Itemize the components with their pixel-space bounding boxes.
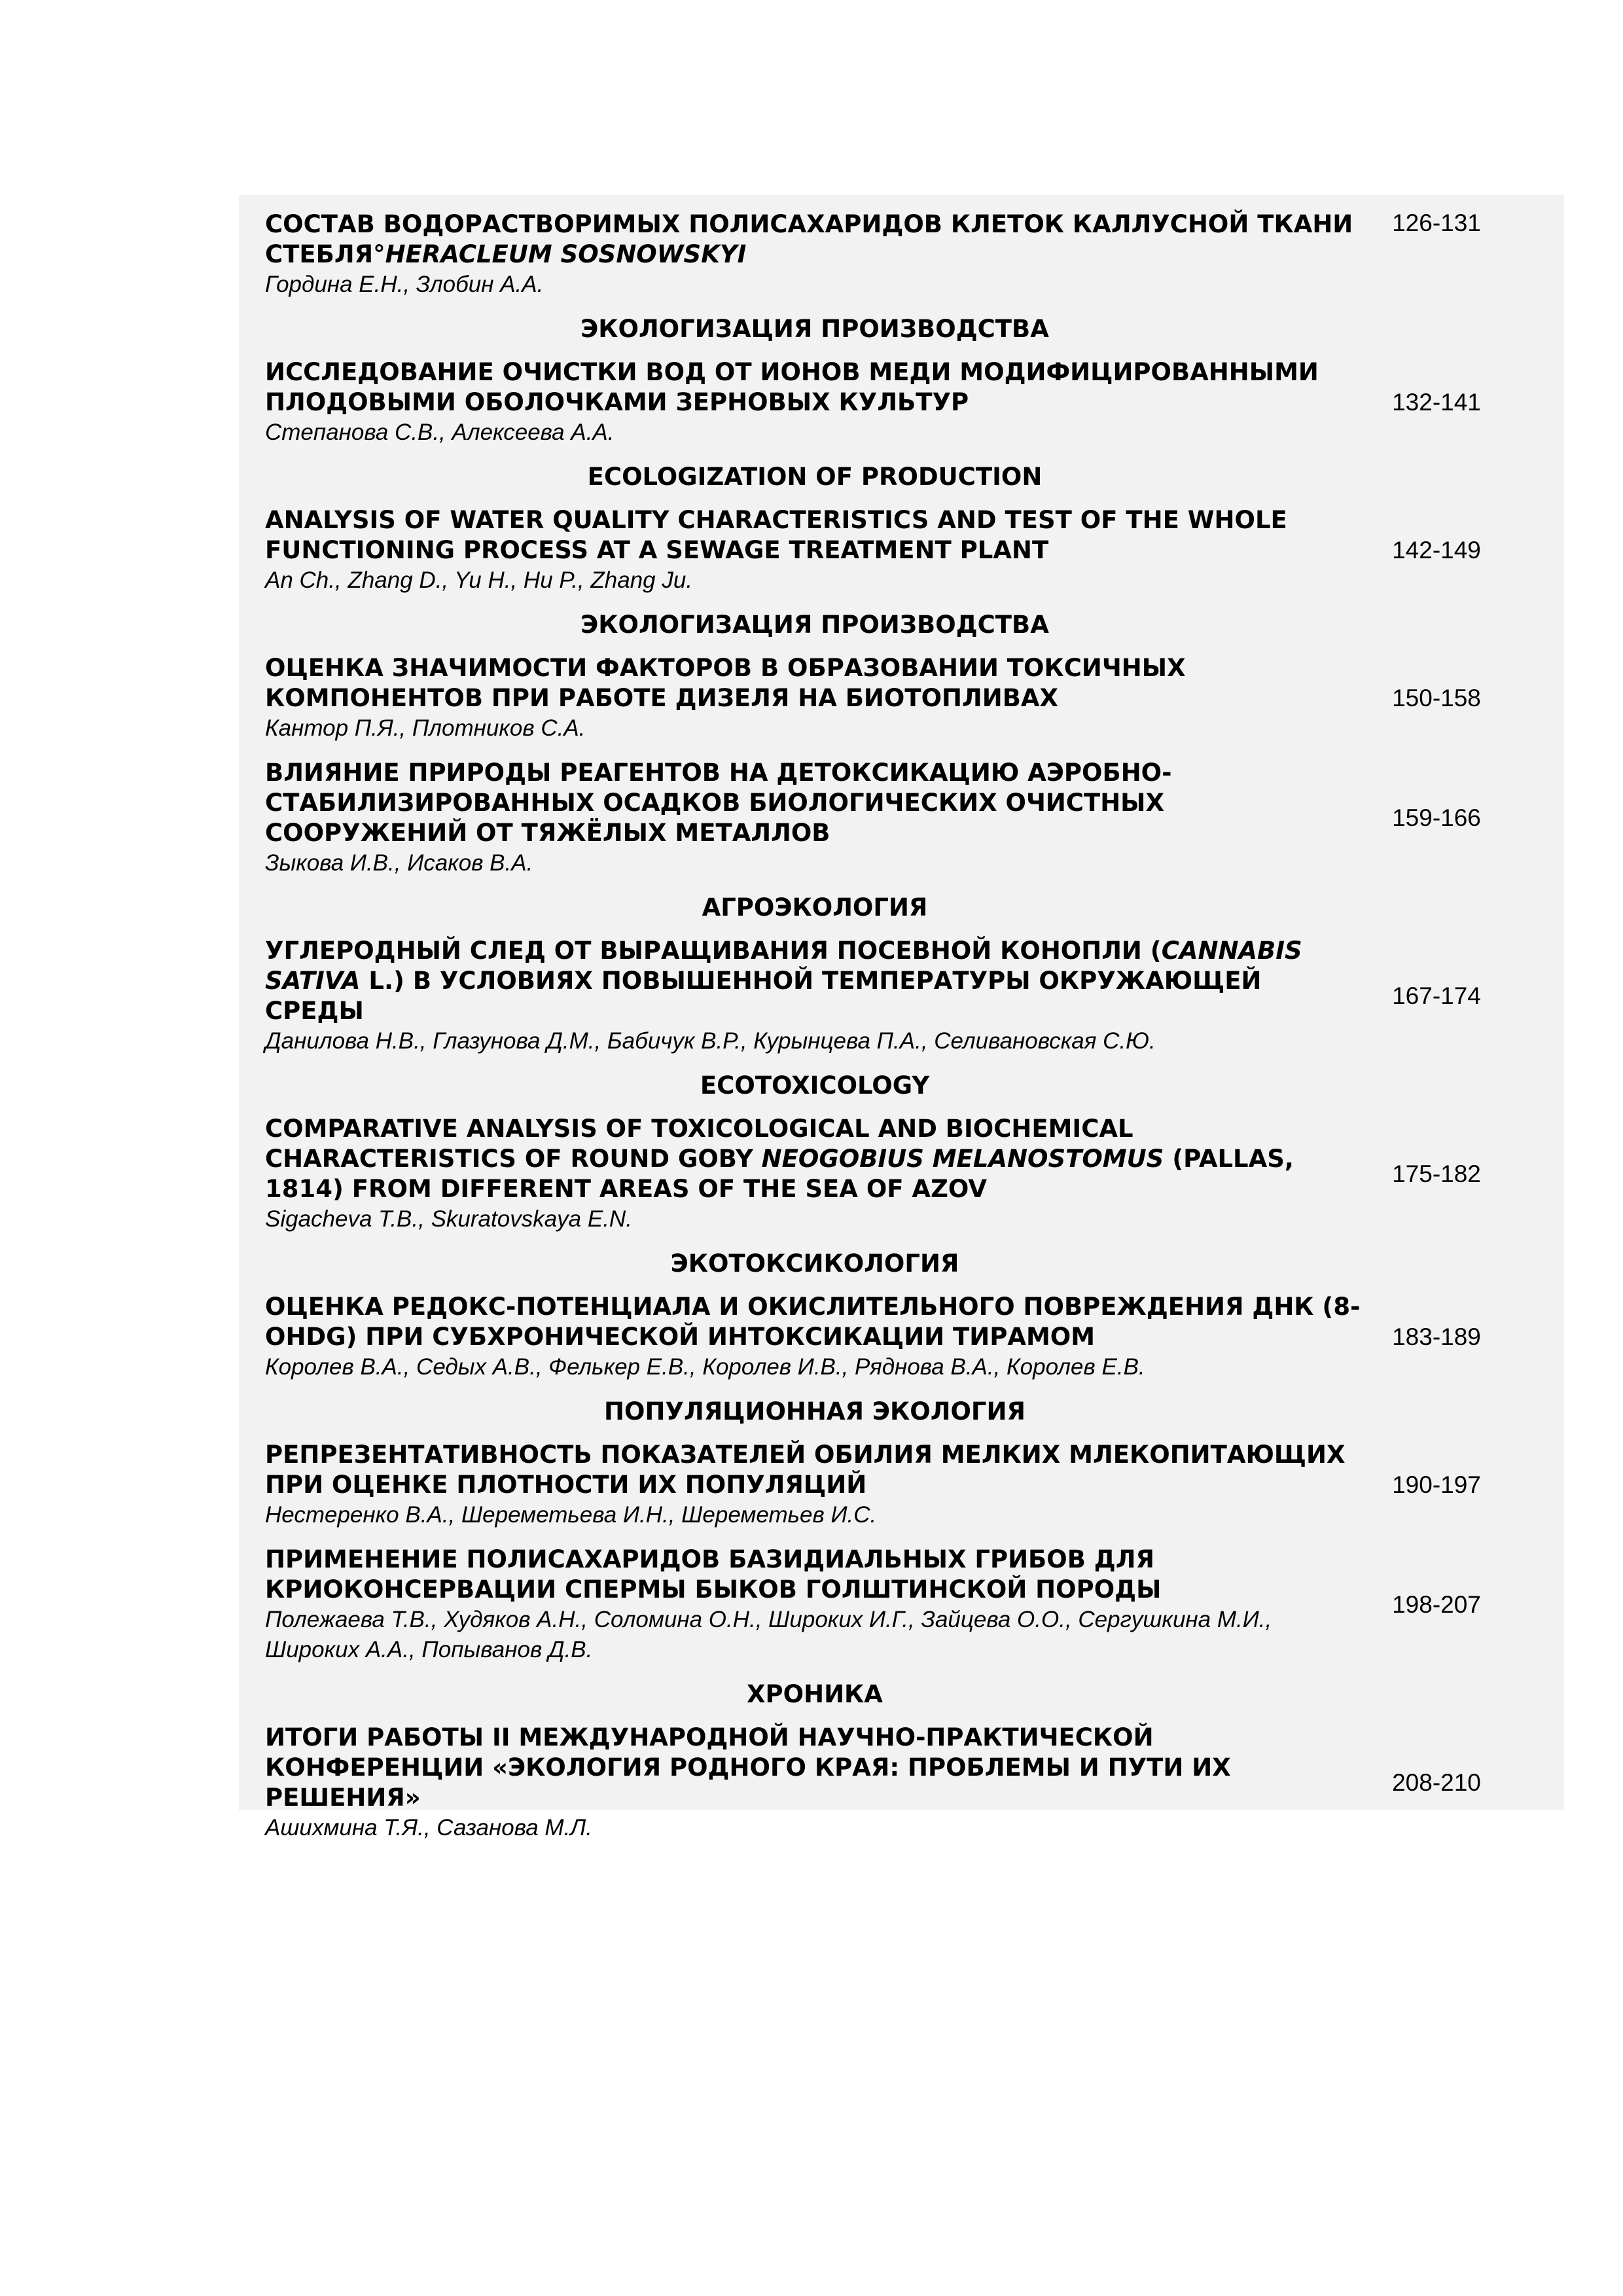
toc-entry xyxy=(265,1114,1508,1234)
article-title-segment: L.) В УСЛОВИЯХ ПОВЫШЕННОЙ ТЕМПЕРАТУРЫ ОКРУЖАЮЩЕЙ СРЕДЫ xyxy=(265,967,1262,1025)
page-range: 167-174 xyxy=(1392,982,1481,1009)
article-title-italic-segment: CANNABIS SATIVA xyxy=(265,937,1302,995)
section-heading: ECOLOGIZATION OF PRODUCTION xyxy=(587,463,1043,491)
article-title-segment: ПРИМЕНЕНИЕ ПОЛИСАХАРИДОВ БАЗИДИАЛЬНЫХ ГРИБОВ ДЛЯ КРИОКОНСЕРВАЦИИ СПЕРМЫ БЫКОВ ГОЛШТИНСКОЙ ПОРОДЫ xyxy=(265,1545,1162,1604)
section-heading: ЭКОЛОГИЗАЦИЯ ПРОИЗВОДСТВА xyxy=(580,611,1049,639)
table-of-contents xyxy=(265,209,1508,1857)
page-range: 175-182 xyxy=(1392,1160,1481,1187)
article-title xyxy=(265,357,1364,418)
article-title-italic-segment: HERACLEUM SOSNOWSKYI xyxy=(385,240,747,268)
article-authors: Нестеренко В.А., Шереметьева И.Н., Шереметьев И.С. xyxy=(265,1502,877,1528)
entry-body xyxy=(265,1114,1364,1234)
article-title xyxy=(265,758,1364,848)
page-range: 126-131 xyxy=(1392,209,1481,236)
toc-entry xyxy=(265,758,1508,878)
article-authors: Ашихмина Т.Я., Сазанова М.Л. xyxy=(265,1815,593,1840)
article-title xyxy=(265,1545,1364,1605)
article-title-segment: COMPARATIVE ANALYSIS OF TOXICOLOGICAL AND BIOCHEMICAL CHARACTERISTICS OF ROUND GOBY xyxy=(265,1115,1133,1173)
entry-body xyxy=(265,653,1364,744)
page-range: 190-197 xyxy=(1392,1471,1481,1498)
article-authors: Sigacheva T.B., Skuratovskaya E.N. xyxy=(265,1206,632,1232)
article-title-segment: ANALYSIS OF WATER QUALITY CHARACTERISTICS AND TEST OF THE WHOLE FUNCTIONING PROCESS AT A SEWAGE TREATMENT PLANT xyxy=(265,506,1287,564)
article-authors: Кантор П.Я., Плотников С.А. xyxy=(265,715,586,741)
article-title-segment: СОСТАВ ВОДОРАСТВОРИМЫХ ПОЛИСАХАРИДОВ КЛЕТОК КАЛЛУСНОЙ ТКАНИ СТЕБЛЯ° xyxy=(265,210,1353,268)
page-range: 198-207 xyxy=(1392,1591,1481,1618)
article-authors: Зыкова И.В., Исаков В.А. xyxy=(265,850,533,876)
article-title xyxy=(265,505,1364,565)
entry-body xyxy=(265,209,1364,300)
article-title xyxy=(265,1723,1364,1813)
article-title-segment: ОЦЕНКА РЕДОКС-ПОТЕНЦИАЛА И ОКИСЛИТЕЛЬНОГО ПОВРЕЖДЕНИЯ ДНК (8-OHDG) ПРИ СУБХРОНИЧЕСКОЙ ИНТОКСИКАЦИИ ТИРАМОМ xyxy=(265,1293,1361,1351)
entry-body xyxy=(265,1292,1364,1382)
article-title xyxy=(265,936,1364,1026)
toc-entry xyxy=(265,357,1508,448)
entry-body xyxy=(265,1723,1364,1843)
article-title xyxy=(265,1440,1364,1500)
article-title-segment: ВЛИЯНИЕ ПРИРОДЫ РЕАГЕНТОВ НА ДЕТОКСИКАЦИЮ АЭРОБНО-СТАБИЛИЗИРОВАННЫХ ОСАДКОВ БИОЛОГИЧЕСКИХ ОЧИСТНЫХ СООРУЖЕНИЙ ОТ ТЯЖЁЛЫХ МЕТАЛЛОВ xyxy=(265,759,1172,847)
article-title-segment: УГЛЕРОДНЫЙ СЛЕД ОТ ВЫРАЩИВАНИЯ ПОСЕВНОЙ КОНОПЛИ ( xyxy=(265,937,1162,965)
article-title-segment: РЕПРЕЗЕНТАТИВНОСТЬ ПОКАЗАТЕЛЕЙ ОБИЛИЯ МЕЛКИХ МЛЕКОПИТАЮЩИХ ПРИ ОЦЕНКЕ ПЛОТНОСТИ ИХ ПОПУЛЯЦИЙ xyxy=(265,1441,1346,1499)
section-heading: ECOTOXICOLOGY xyxy=(700,1071,930,1100)
page-range: 142-149 xyxy=(1392,537,1481,564)
toc-entry xyxy=(265,936,1508,1056)
section-heading: ЭКОЛОГИЗАЦИЯ ПРОИЗВОДСТВА xyxy=(580,315,1049,343)
entry-body xyxy=(265,936,1364,1056)
toc-entry xyxy=(265,1545,1508,1665)
entry-body xyxy=(265,1440,1364,1530)
entry-body xyxy=(265,505,1364,596)
page-range: 159-166 xyxy=(1392,804,1481,831)
page-range: 183-189 xyxy=(1392,1323,1481,1350)
article-title xyxy=(265,1114,1364,1204)
article-title-segment: (PALLAS, 1814) FROM DIFFERENT AREAS OF THE SEA OF AZOV xyxy=(265,1145,1294,1203)
article-authors: Степанова С.В., Алексеева А.А. xyxy=(265,420,615,445)
article-title-italic-segment: NEOGOBIUS MELANOSTOMUS xyxy=(761,1145,1164,1173)
entry-body xyxy=(265,357,1364,448)
article-authors: Полежаева Т.В., Худяков А.Н., Соломина О.Н., Широких И.Г., Зайцева О.О., Сергушкина М.И., Широких А.А., Попыванов Д.В. xyxy=(265,1607,1272,1662)
page-range: 150-158 xyxy=(1392,685,1481,711)
section-heading: ЭКОТОКСИКОЛОГИЯ xyxy=(670,1249,959,1278)
section-heading: ПОПУЛЯЦИОННАЯ ЭКОЛОГИЯ xyxy=(604,1397,1026,1426)
article-title-segment: ОЦЕНКА ЗНАЧИМОСТИ ФАКТОРОВ В ОБРАЗОВАНИИ ТОКСИЧНЫХ КОМПОНЕНТОВ ПРИ РАБОТЕ ДИЗЕЛЯ НА БИОТОПЛИВАХ xyxy=(265,654,1186,712)
toc-entry xyxy=(265,209,1508,300)
entry-body xyxy=(265,758,1364,878)
page-range: 208-210 xyxy=(1392,1769,1481,1796)
toc-entry xyxy=(265,1292,1508,1382)
toc-entry xyxy=(265,505,1508,596)
article-title-segment: ИССЛЕДОВАНИЕ ОЧИСТКИ ВОД ОТ ИОНОВ МЕДИ МОДИФИЦИРОВАННЫМИ ПЛОДОВЫМИ ОБОЛОЧКАМИ ЗЕРНОВЫХ КУЛЬТУР xyxy=(265,358,1319,416)
article-authors: Данилова Н.В., Глазунова Д.М., Бабичук В.Р., Курынцева П.А., Селивановская С.Ю. xyxy=(265,1028,1156,1054)
toc-entry xyxy=(265,1440,1508,1530)
toc-entry xyxy=(265,1723,1508,1843)
entry-body xyxy=(265,1545,1364,1665)
article-title xyxy=(265,1292,1364,1352)
section-heading: ХРОНИКА xyxy=(747,1680,883,1708)
toc-entry xyxy=(265,653,1508,744)
article-authors: An Ch., Zhang D., Yu H., Hu P., Zhang Ju. xyxy=(265,567,693,593)
page-range: 132-141 xyxy=(1392,389,1481,416)
article-authors: Королев В.А., Седых А.В., Фелькер Е.В., Королев И.В., Ряднова В.А., Королев Е.В. xyxy=(265,1354,1145,1380)
article-authors: Гордина Е.Н., Злобин А.А. xyxy=(265,272,544,297)
article-title xyxy=(265,209,1364,270)
section-heading: АГРОЭКОЛОГИЯ xyxy=(702,893,928,922)
article-title-segment: ИТОГИ РАБОТЫ II МЕЖДУНАРОДНОЙ НАУЧНО-ПРАКТИЧЕСКОЙ КОНФЕРЕНЦИИ «ЭКОЛОГИЯ РОДНОГО КРАЯ: ПРОБЛЕМЫ И ПУТИ ИХ РЕШЕНИЯ» xyxy=(265,1723,1231,1812)
article-title xyxy=(265,653,1364,713)
